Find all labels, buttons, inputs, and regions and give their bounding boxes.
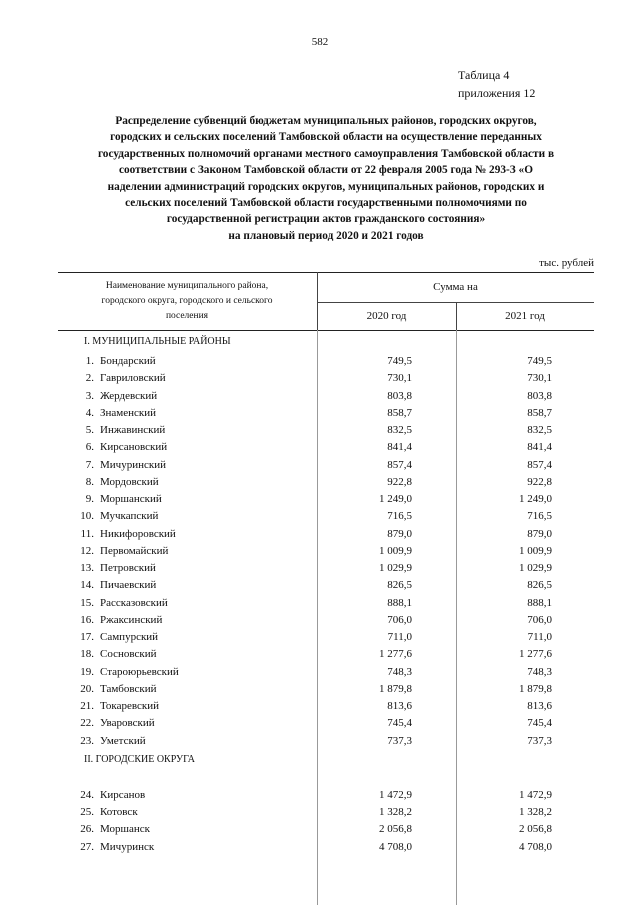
value-2021: 745,4 xyxy=(527,717,552,730)
table-row xyxy=(0,683,640,700)
row-name: Пичаевский xyxy=(100,579,157,592)
row-number: 21. xyxy=(80,700,94,712)
value-2020: 1 472,9 xyxy=(379,788,412,801)
table-row xyxy=(0,493,640,510)
value-2020: 2 056,8 xyxy=(379,823,412,836)
year-2020-header: 2020 год xyxy=(366,310,407,322)
value-2021: 922,8 xyxy=(527,475,552,488)
value-2020: 826,5 xyxy=(387,579,412,592)
row-number: 1. xyxy=(85,355,94,367)
title-line: сельских поселений Тамбовской области государственными полномочиями по xyxy=(125,197,527,210)
value-2021: 1 472,9 xyxy=(519,788,552,801)
value-2021: 730,1 xyxy=(527,372,552,385)
value-2021: 832,5 xyxy=(527,424,552,436)
table-row xyxy=(0,545,640,562)
row-name: Уметский xyxy=(100,734,146,747)
row-name: Мордовский xyxy=(100,475,159,488)
value-2020: 857,4 xyxy=(387,458,412,471)
row-name: Моршанский xyxy=(100,493,162,505)
row-number: 3. xyxy=(85,389,94,402)
table-row xyxy=(0,424,640,441)
value-2020: 737,3 xyxy=(387,734,412,747)
value-2020: 1 328,2 xyxy=(379,806,412,818)
table-row xyxy=(0,528,640,545)
value-2020: 922,8 xyxy=(387,475,412,488)
value-2020: 1 029,9 xyxy=(379,562,412,574)
row-name: Первомайский xyxy=(100,544,169,557)
value-2021: 857,4 xyxy=(527,458,552,471)
row-number: 12. xyxy=(80,544,94,557)
row-number: 23. xyxy=(80,734,94,747)
value-2021: 2 056,8 xyxy=(519,823,552,836)
title-line: Распределение субвенций бюджетам муниципальных районов, городских округов, xyxy=(115,115,537,127)
page-number: 582 xyxy=(311,36,329,48)
row-number: 10. xyxy=(80,510,94,523)
table-top-rule xyxy=(58,272,594,273)
value-2021: 1 879,8 xyxy=(519,682,552,695)
table-row xyxy=(0,510,640,527)
row-number: 18. xyxy=(80,648,94,661)
table-header-rule xyxy=(58,330,594,331)
row-name: Моршанск xyxy=(100,823,150,836)
header-line: городского округа, городского и сельского xyxy=(101,296,273,306)
row-name: Бондарский xyxy=(100,355,156,367)
row-name: Котовск xyxy=(100,806,138,818)
value-2020: 745,4 xyxy=(387,717,412,730)
sum-column-header: Сумма на xyxy=(433,281,478,293)
value-2021: 841,4 xyxy=(527,441,552,454)
row-name: Знаменский xyxy=(100,406,157,419)
value-2021: 888,1 xyxy=(527,596,552,609)
row-number: 22. xyxy=(80,717,94,730)
row-name: Тамбовский xyxy=(100,682,157,695)
value-2020: 749,5 xyxy=(387,355,412,367)
row-number: 19. xyxy=(80,665,94,678)
value-2021: 879,0 xyxy=(527,527,552,540)
row-name: Сампурский xyxy=(100,631,159,643)
table-row xyxy=(0,476,640,493)
row-number: 5. xyxy=(85,424,94,436)
value-2020: 748,3 xyxy=(387,665,412,678)
value-2021: 1 328,2 xyxy=(519,806,552,818)
row-name: Мучкапский xyxy=(100,510,159,523)
header-line: Наименование муниципального района, xyxy=(105,281,269,291)
row-number: 8. xyxy=(85,475,94,488)
section-city-districts: II. ГОРОДСКИЕ ОКРУГА xyxy=(84,754,196,765)
value-2020: 1 277,6 xyxy=(379,648,412,661)
row-name: Токаревский xyxy=(100,700,159,712)
document-title xyxy=(58,113,594,244)
value-2021: 1 277,6 xyxy=(519,648,552,661)
row-number: 9. xyxy=(85,493,94,505)
value-2020: 879,0 xyxy=(387,527,412,540)
value-2020: 803,8 xyxy=(387,389,412,402)
row-number: 17. xyxy=(80,631,94,643)
value-2021: 813,6 xyxy=(527,700,552,712)
year-2021-header: 2021 год xyxy=(505,310,545,322)
row-number: 26. xyxy=(80,823,94,836)
value-2021: 1 249,0 xyxy=(519,493,552,505)
row-name: Кирсановский xyxy=(100,441,168,454)
value-2020: 711,0 xyxy=(387,631,412,643)
appendix-label: приложения 12 xyxy=(458,86,536,100)
value-2021: 1 009,9 xyxy=(519,544,552,557)
table-row xyxy=(0,648,640,665)
name-column-header xyxy=(58,279,316,324)
value-2021: 737,3 xyxy=(527,734,552,747)
value-2020: 4 708,0 xyxy=(379,840,412,853)
table-row xyxy=(0,717,640,734)
title-line: соответствии с Законом Тамбовской области от 22 февраля 2005 года № 293-З «О xyxy=(118,164,533,177)
sum-header-rule xyxy=(317,302,594,303)
table-row xyxy=(0,614,640,631)
row-name: Петровский xyxy=(100,562,156,574)
row-name: Мичуринский xyxy=(100,458,166,471)
row-number: 14. xyxy=(80,579,94,592)
row-name: Инжавинский xyxy=(100,424,166,436)
value-2021: 706,0 xyxy=(527,613,552,626)
table-row xyxy=(0,441,640,458)
table-row xyxy=(0,407,640,424)
table-row xyxy=(0,631,640,648)
row-name: Рассказовский xyxy=(100,596,168,609)
units-label: тыс. рублей xyxy=(539,257,594,269)
row-number: 16. xyxy=(80,613,94,626)
table-row xyxy=(0,700,640,717)
value-2021: 749,5 xyxy=(527,355,552,367)
table-row xyxy=(0,459,640,476)
value-2020: 888,1 xyxy=(387,596,412,609)
row-name: Гавриловский xyxy=(100,372,166,385)
row-name: Сосновский xyxy=(100,648,157,661)
table-row xyxy=(0,355,640,372)
value-2020: 1 009,9 xyxy=(379,544,412,557)
table-row xyxy=(0,390,640,407)
value-2021: 803,8 xyxy=(527,389,552,402)
row-name: Кирсанов xyxy=(100,788,146,801)
title-line: на плановый период 2020 и 2021 годов xyxy=(228,229,424,242)
table-row xyxy=(0,597,640,614)
table-row xyxy=(0,666,640,683)
value-2021: 716,5 xyxy=(527,510,552,523)
row-number: 11. xyxy=(80,527,94,540)
row-number: 15. xyxy=(80,596,94,609)
row-name: Староюрьевский xyxy=(100,665,179,678)
value-2020: 813,6 xyxy=(387,700,412,712)
row-number: 20. xyxy=(80,682,94,695)
row-name: Ржаксинский xyxy=(100,613,163,626)
value-2020: 841,4 xyxy=(387,441,412,454)
table-number-label: Таблица 4 xyxy=(458,68,510,82)
row-name: Мичуринск xyxy=(100,840,155,853)
title-line: наделении администраций городских округов, муниципальных районов, городских и xyxy=(107,180,545,193)
row-number: 4. xyxy=(85,406,94,419)
value-2020: 730,1 xyxy=(387,372,412,385)
value-2020: 1 249,0 xyxy=(379,493,412,505)
row-name: Никифоровский xyxy=(100,527,176,540)
row-number: 7. xyxy=(85,458,94,471)
value-2020: 716,5 xyxy=(387,510,412,523)
title-line: государственных полномочий органами местного самоуправления Тамбовской области в xyxy=(97,147,555,160)
value-2021: 4 708,0 xyxy=(519,840,552,853)
value-2020: 832,5 xyxy=(387,424,412,436)
title-line: государственной регистрации актов гражданского состояния» xyxy=(166,213,486,226)
value-2021: 858,7 xyxy=(527,406,552,419)
table-row xyxy=(0,579,640,596)
row-number: 24. xyxy=(80,788,94,801)
table-row xyxy=(0,841,640,858)
table-row xyxy=(0,372,640,389)
value-2021: 748,3 xyxy=(527,665,552,678)
row-name: Жердевский xyxy=(100,389,158,402)
row-number: 2. xyxy=(85,372,94,385)
row-number: 27. xyxy=(80,840,94,853)
table-row xyxy=(0,789,640,806)
table-row xyxy=(0,562,640,579)
table-caption xyxy=(458,66,535,102)
row-number: 13. xyxy=(80,562,94,574)
value-2021: 826,5 xyxy=(527,579,552,592)
header-line: поселения xyxy=(165,311,209,321)
section-municipal-districts: I. МУНИЦИПАЛЬНЫЕ РАЙОНЫ xyxy=(84,336,231,347)
table-row xyxy=(0,823,640,840)
value-2021: 1 029,9 xyxy=(519,562,552,574)
table-row xyxy=(0,735,640,752)
table-row xyxy=(0,806,640,823)
value-2020: 706,0 xyxy=(387,613,412,626)
value-2020: 1 879,8 xyxy=(379,682,412,695)
row-number: 25. xyxy=(80,806,94,818)
row-name: Уваровский xyxy=(100,717,155,730)
title-line: городских и сельских поселений Тамбовской области на осуществление переданных xyxy=(110,131,542,144)
value-2020: 858,7 xyxy=(387,406,412,419)
row-number: 6. xyxy=(85,441,94,454)
value-2021: 711,0 xyxy=(527,631,552,643)
